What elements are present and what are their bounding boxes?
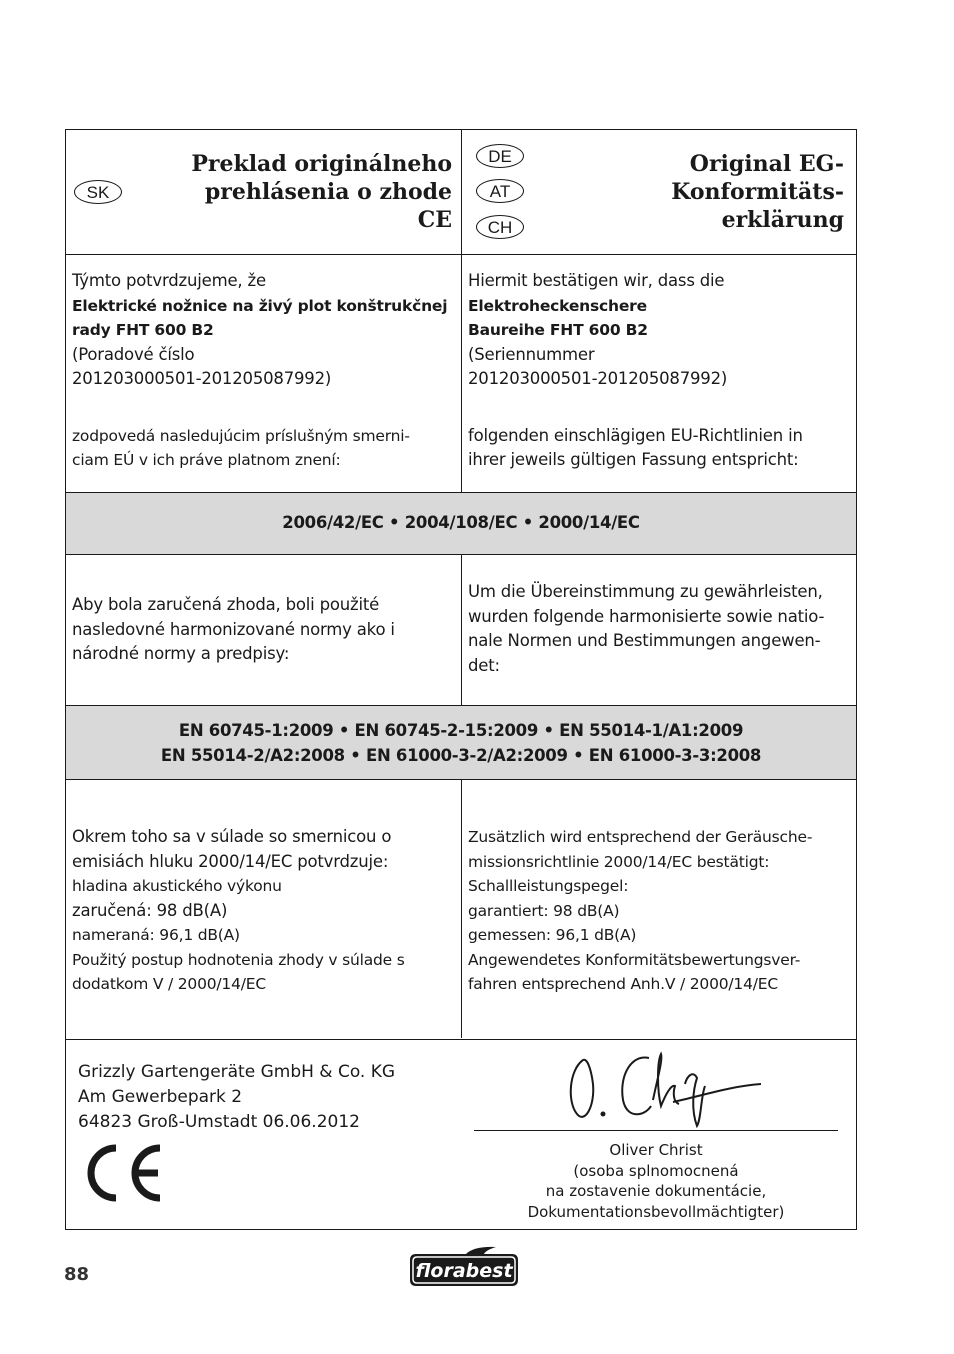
- serial-label: (Seriennummer: [468, 344, 595, 364]
- text-line: nale Normen und Bestimmungen angewen-: [468, 631, 821, 650]
- standards-line: EN 55014-2/A2:2008 • EN 61000-3-2/A2:2009 • EN 61000-3-3:2008: [160, 746, 762, 765]
- text-line: Angewendetes Konformitätsbewertungsver-: [468, 950, 801, 969]
- text-line: det:: [468, 655, 500, 675]
- measured-level: nameraná: 96,1 dB(A): [72, 926, 240, 944]
- sk-product-text: [72, 269, 456, 473]
- text-line: ciam EÚ v ich práve platnom znení:: [72, 451, 341, 469]
- at-badge: AT: [476, 179, 524, 203]
- text-line: fahren entsprechend Anh.V / 2000/14/EC: [468, 975, 778, 993]
- text-line: ihrer jeweils gültigen Fassung entspricht:: [468, 450, 799, 469]
- text-line: Schallleistungspegel:: [468, 877, 629, 895]
- signer-role: Dokumentationsbevollmächtigter): [527, 1202, 785, 1221]
- sk-standards-intro: [72, 593, 456, 667]
- de-title-line: Original EG-: [689, 151, 844, 177]
- text-line: missionsrichtlinie 2000/14/EC bestätigt:: [468, 852, 770, 871]
- serial-range: 201203000501-201205087992): [468, 369, 728, 388]
- serial-range: 201203000501-201205087992): [72, 369, 332, 388]
- signer-name: Oliver Christ: [609, 1141, 703, 1159]
- text-line: dodatkom V / 2000/14/EC: [72, 975, 266, 993]
- standards-line: EN 60745-1:2009 • EN 60745-2-15:2009 • EN 55014-1/A1:2009: [178, 721, 744, 740]
- directives-list: 2006/42/EC • 2004/108/EC • 2000/14/EC: [282, 513, 640, 532]
- standards-intro-row: [66, 554, 856, 705]
- product-model: rady FHT 600 B2: [72, 321, 214, 339]
- florabest-logo: [406, 1244, 520, 1290]
- signer-role: (osoba splnomocnená: [573, 1161, 739, 1180]
- product-name: Elektroheckenschere: [468, 296, 647, 315]
- text-line: Okrem toho sa v súlade so smernicou o: [72, 827, 392, 846]
- text-line: nasledovné harmonizované normy ako i: [72, 619, 395, 639]
- text-line: Hiermit bestätigen wir, dass die: [468, 271, 725, 290]
- svg-text:florabest: florabest: [415, 1260, 513, 1282]
- text-line: hladina akustického výkonu: [72, 877, 282, 895]
- de-title-line: erklärung: [721, 207, 844, 233]
- text-line: folgenden einschlägigen EU-Richtlinien in: [468, 425, 803, 445]
- sk-title-line: CE: [417, 207, 452, 233]
- ce-mark-icon: [80, 1140, 164, 1206]
- serial-label: (Poradové číslo: [72, 344, 195, 364]
- sk-title: [191, 150, 452, 234]
- ch-badge: CH: [476, 215, 524, 239]
- text-line: Aby bola zaručená zhoda, boli použité: [72, 595, 380, 614]
- text-line: Zusätzlich wird entsprechend der Geräusche-: [468, 828, 813, 846]
- product-row: [66, 254, 856, 492]
- text-line: emisiách hluku 2000/14/EC potvrdzuje:: [72, 851, 389, 871]
- product-model: Baureihe FHT 600 B2: [468, 321, 648, 339]
- text-line: zodpovedá nasledujúcim príslušným smerni-: [72, 426, 410, 445]
- measured-level: gemessen: 96,1 dB(A): [468, 926, 637, 944]
- city-date: 64823 Groß-Umstadt 06.06.2012: [78, 1112, 360, 1132]
- signer-block: [466, 1140, 846, 1222]
- declaration-table: [65, 129, 857, 1230]
- company-address: [78, 1060, 395, 1135]
- de-noise-text: [468, 825, 852, 997]
- signature-line: [474, 1130, 838, 1131]
- product-name: Elektrické nožnice na živý plot konštrukčnej: [72, 296, 448, 315]
- sk-title-line: prehlásenia o zhode: [204, 179, 452, 205]
- guaranteed-level: zaručená: 98 dB(A): [72, 900, 228, 920]
- text-line: Týmto potvrdzujeme, že: [72, 271, 266, 290]
- street: Am Gewerbepark 2: [78, 1087, 243, 1107]
- sk-noise-text: [72, 825, 456, 997]
- header-row: [66, 130, 856, 254]
- de-product-text: [468, 269, 852, 473]
- directives-row: [66, 492, 856, 554]
- signature-row: [66, 1039, 856, 1229]
- signer-role: na zostavenie dokumentácie,: [545, 1182, 767, 1200]
- text-line: wurden folgende harmonisierte sowie natio-: [468, 606, 825, 626]
- de-title: [671, 150, 844, 234]
- de-badge: DE: [476, 144, 524, 168]
- noise-row: [66, 779, 856, 1039]
- sk-title-line: Preklad originálneho: [191, 151, 452, 177]
- page-number: 88: [64, 1264, 90, 1285]
- standards-row: [66, 705, 856, 779]
- text-line: Um die Übereinstimmung zu gewährleisten,: [468, 582, 823, 601]
- text-line: Použitý postup hodnotenia zhody v súlade s: [72, 950, 405, 969]
- de-standards-intro: [468, 580, 852, 678]
- text-line: národné normy a predpisy:: [72, 644, 290, 663]
- de-title-line: Konformitäts-: [671, 179, 844, 205]
- guaranteed-level: garantiert: 98 dB(A): [468, 901, 620, 920]
- company-name: Grizzly Gartengeräte GmbH & Co. KG: [78, 1062, 396, 1082]
- sk-badge: SK: [74, 180, 122, 204]
- signature-icon: [561, 1040, 761, 1130]
